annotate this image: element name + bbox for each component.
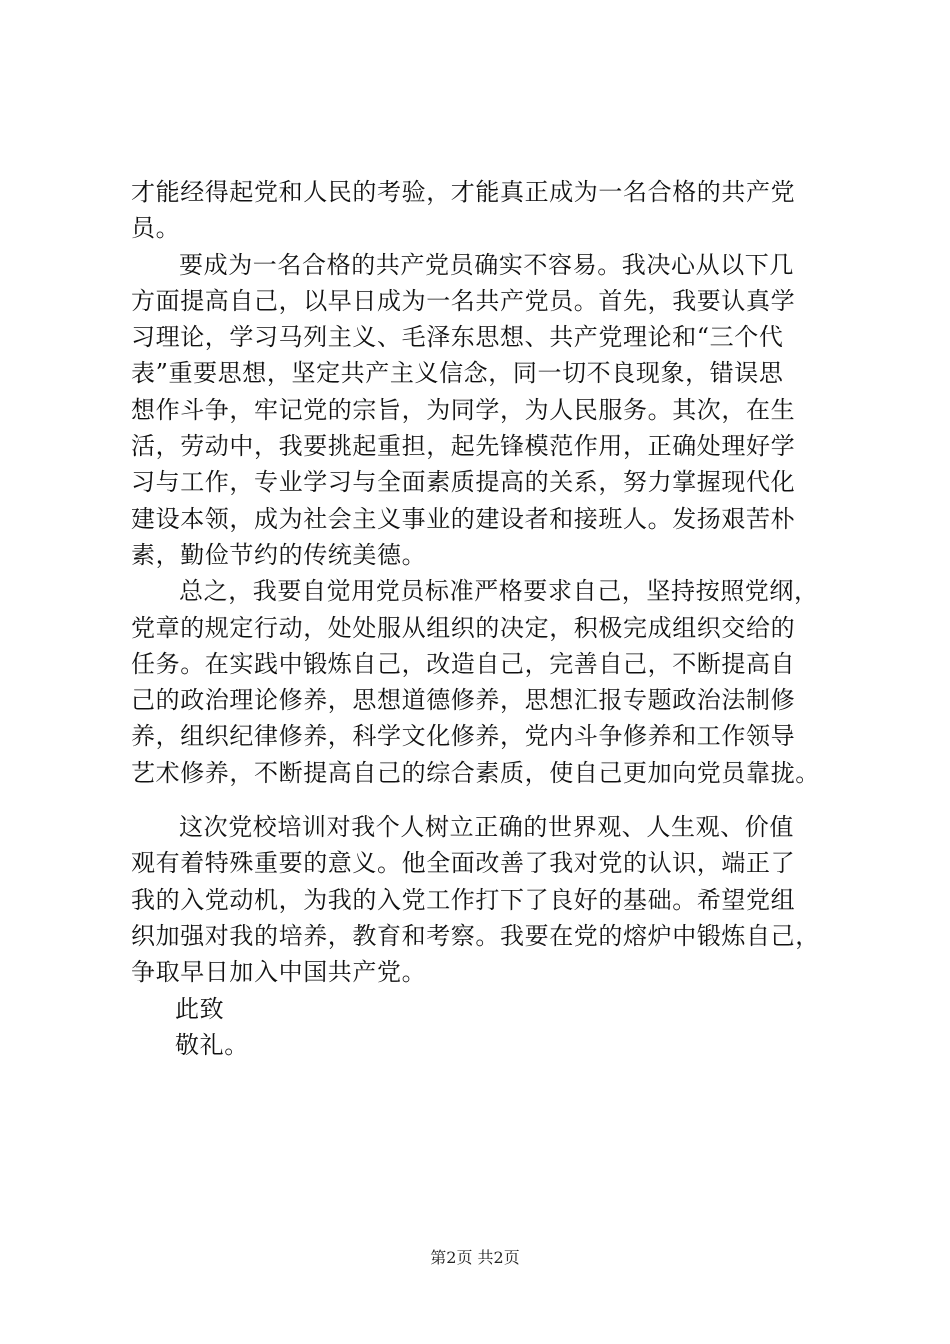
paragraph-start-line: 要成为一名合格的共产党员确实不容易。我决心从以下几 xyxy=(179,250,794,279)
document-body xyxy=(131,174,831,1063)
text-line: 建设本领，成为社会主义事业的建设者和接班人。发扬艰苦朴 xyxy=(131,504,796,533)
paragraph-start-line: 这次党校培训对我个人树立正确的世界观、人生观、价值 xyxy=(179,813,794,842)
text-line: 素，勤俭节约的传统美德。 xyxy=(131,540,427,569)
text-line: 我的入党动机，为我的入党工作打下了良好的基础。希望党组 xyxy=(131,885,796,914)
text-line: 任务。在实践中锻炼自己，改造自己，完善自己，不断提高自 xyxy=(131,649,796,678)
paragraph-gap xyxy=(131,791,831,809)
text-line: 养，组织纪律修养，科学文化修养，党内斗争修养和工作领导 xyxy=(131,722,796,751)
text-line: 习与工作，专业学习与全面素质提高的关系，努力掌握现代化 xyxy=(131,468,796,497)
text-line: 想作斗争，牢记党的宗旨，为同学，为人民服务。其次，在生 xyxy=(131,395,796,424)
page-number-footer: 第2页 共2页 xyxy=(430,1248,520,1267)
text-line: 习理论，学习马列主义、毛泽东思想、共产党理论和“三个代 xyxy=(131,323,784,352)
text-line: 方面提高自己，以早日成为一名共产党员。首先，我要认真学 xyxy=(131,286,796,315)
paragraph-start-line: 总之，我要自觉用党员标准严格要求自己，坚持按照党纲， xyxy=(179,577,819,606)
closing-regards: 敬礼。 xyxy=(175,1030,249,1059)
text-line: 表”重要思想，坚定共产主义信念，同一切不良现象，错误思 xyxy=(131,359,784,388)
text-line: 员。 xyxy=(131,214,181,243)
text-line: 织加强对我的培养，教育和考察。我要在党的熔炉中锻炼自己， xyxy=(131,921,820,950)
text-line: 才能经得起党和人民的考验，才能真正成为一名合格的共产党 xyxy=(131,178,796,206)
text-line: 党章的规定行动，处处服从组织的决定，积极完成组织交给的 xyxy=(131,613,796,642)
text-line: 活，劳动中，我要挑起重担，起先锋模范作用，正确处理好学 xyxy=(131,432,796,461)
text-line: 观有着特殊重要的意义。他全面改善了我对党的认识，端正了 xyxy=(131,849,796,878)
text-line: 己的政治理论修养，思想道德修养，思想汇报专题政治法制修 xyxy=(131,686,796,715)
closing-salutation: 此致 xyxy=(175,994,225,1023)
text-line: 争取早日加入中国共产党。 xyxy=(131,958,427,987)
text-line: 艺术修养，不断提高自己的综合素质，使自己更加向党员靠拢。 xyxy=(131,758,820,787)
